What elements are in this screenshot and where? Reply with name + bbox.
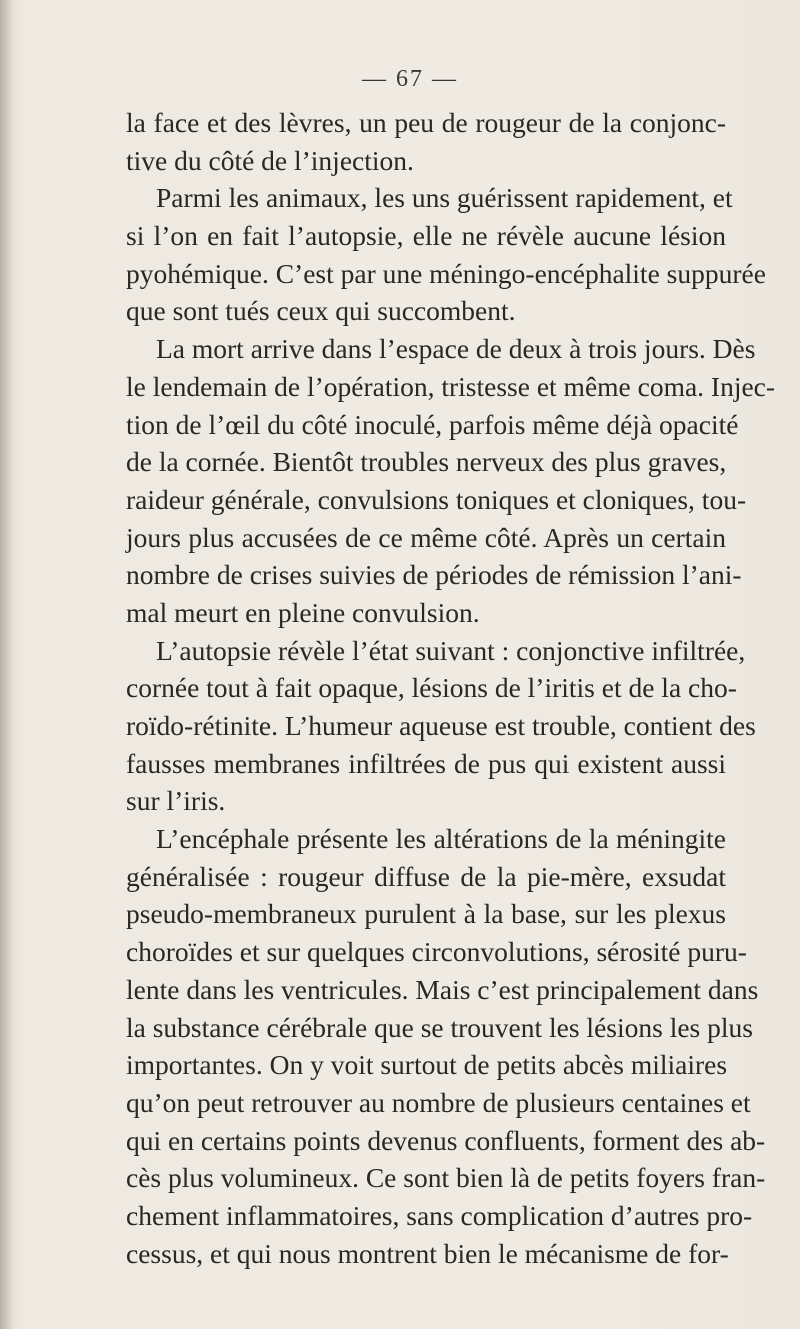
text-line: tive du côté de l’injection. — [126, 144, 414, 176]
text-line: que sont tués ceux qui succombent. — [126, 295, 516, 327]
text-line: de la cornée. Bientôt troubles nerveux des plus graves, — [126, 446, 727, 478]
text-line: qu’on peut retrouver au nombre de plusieurs centaines et — [126, 1086, 751, 1118]
text-line: choroïdes et sur quelques circonvolutions, sérosité puru- — [126, 936, 747, 968]
text-line: cès plus volumineux. Ce sont bien là de petits foyers fran- — [126, 1162, 766, 1194]
body-text — [126, 104, 776, 1272]
text-line: lente dans les ventricules. Mais c’est principalement dans — [126, 973, 759, 1005]
text-line: mal meurt en pleine convulsion. — [126, 596, 480, 628]
text-line: cornée tout à fait opaque, lésions de l’iritis et de la cho- — [126, 672, 737, 704]
page-number: — 67 — — [362, 66, 458, 92]
text-line: pseudo-membraneux purulent à la base, sur les plexus — [126, 898, 726, 930]
text-line: tion de l’œil du côté inoculé, parfois même déjà opacité — [126, 408, 739, 440]
text-line: le lendemain de l’opération, tristesse et même coma. Injec- — [126, 370, 776, 402]
text-line: importantes. On y voit surtout de petits abcès miliaires — [126, 1049, 728, 1081]
text-line: la substance cérébrale que se trouvent les lésions les plus — [126, 1011, 753, 1043]
text-line: La mort arrive dans l’espace de deux à trois jours. Dès — [156, 333, 756, 365]
binding-shadow — [0, 0, 14, 1329]
text-line: jours plus accusées de ce même côté. Après un certain — [126, 521, 726, 553]
text-line: Parmi les animaux, les uns guérissent rapidement, et — [156, 182, 733, 214]
text-line: la face et des lèvres, un peu de rougeur de la conjonc- — [126, 107, 726, 138]
text-line: pyohémique. C’est par une méningo-encéphalite suppurée — [126, 257, 766, 289]
text-line: sur l’iris. — [126, 785, 226, 817]
text-line: roïdo-rétinite. L’humeur aqueuse est trouble, contient des — [126, 710, 756, 741]
text-line: qui en certains points devenus confluents, forment des ab- — [126, 1124, 766, 1156]
text-line: chement inflammatoires, sans complication d’autres pro- — [126, 1199, 753, 1231]
text-line: nombre de crises suivies de périodes de rémission l’ani- — [126, 559, 742, 591]
text-line: généralisée : rougeur diffuse de la pie-mère, exsudat — [126, 860, 726, 892]
text-line: raideur générale, convulsions toniques et cloniques, tou- — [126, 483, 747, 515]
text-line: L’autopsie révèle l’état suivant : conjonctive infiltrée, — [156, 634, 746, 666]
text-line: cessus, et qui nous montrent bien le mécanisme de for- — [126, 1237, 729, 1269]
text-line: fausses membranes infiltrées de pus qui existent aussi — [126, 747, 726, 779]
text-line: si l’on en fait l’autopsie, elle ne révèle aucune lésion — [126, 220, 726, 252]
text-line: L’encéphale présente les altérations de la méningite — [156, 823, 726, 855]
